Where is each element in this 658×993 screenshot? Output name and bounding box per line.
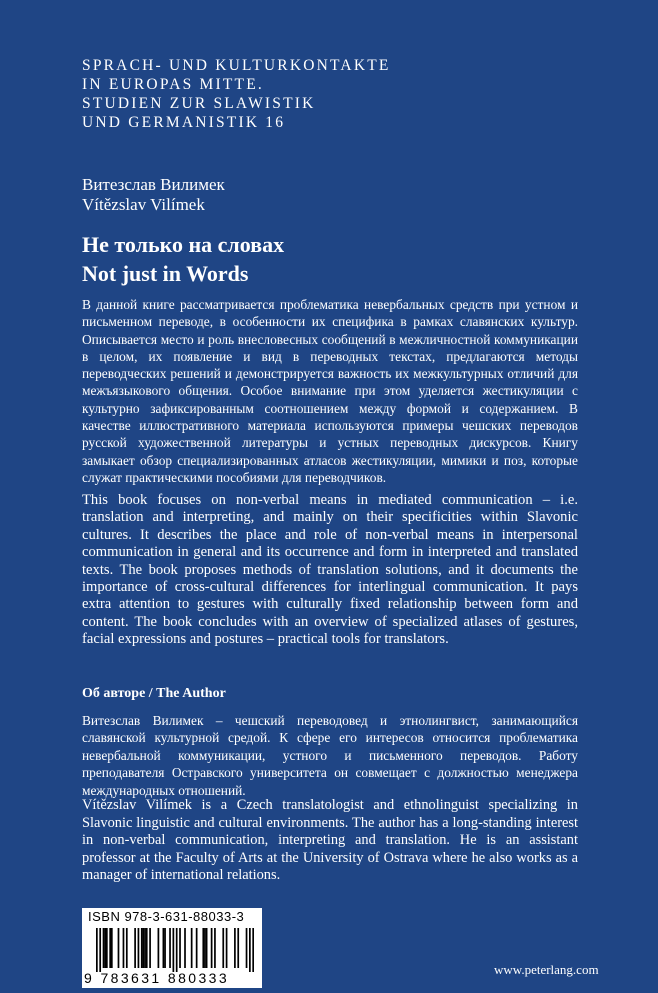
barcode-bar [111,928,113,968]
about-author-russian [82,712,578,799]
barcode-bar [123,928,125,968]
barcode-bar [196,928,198,968]
barcode-bar [106,928,108,968]
barcode-bar [249,928,251,972]
about-author-english-text: Vítězslav Vilímek is a Czech translatologist and ethnolinguist specializing in Slavonic linguistic and cultural environments. The author has a long-standing interest in non-verbal communication, interpreting and translation. He is an assistant professor at the Faculty of Arts at the University of Ostrava where he also works as a manager of international relations. [82,797,578,884]
barcode-bar [191,928,193,968]
barcode-bar [204,928,206,968]
barcode-bars [96,928,254,972]
barcode-bar [96,928,98,972]
publisher-url: www.peterlang.com [494,962,599,977]
series-line: STUDIEN ZUR SLAWISTIK [82,95,316,112]
author-name-cyrillic: Витезслав Вилимек [82,175,225,194]
title-english: Not just in Words [82,261,249,286]
barcode-bar [149,928,151,968]
barcode-bar [222,928,224,968]
series-title [82,56,391,132]
barcode-bar [141,928,143,968]
author-names [82,175,225,215]
barcode-bar [206,928,208,968]
barcode-bar [144,928,146,968]
barcode-bar [104,928,106,968]
description-russian-text: В данной книге рассматривается проблематика невербальных средств при устном и письменном переводе, в особенности их специфика в рамках славянских культур. Описывается место и роль внесловесных сообщений в межличностной коммуникации в целом, их появление и вид в переводных текстах, предлагаются методы переводческих решений и демонстрируется важность их межкультурных отличий для межъязыкового общения. Особое внимание при этом уделяется жестикуляции с культурно зафиксированным соотношением между формой и содержанием. В качестве иллюстративного материала используются примеры чешских переводов русской художественной литературы и устных переводных дискурсов. Книгу замыкает обзор специализированных атласов жестикуляции, мимики и поз, которые служат практическими пособиями для переводчиков. [82,297,578,485]
series-line: SPRACH- UND KULTURKONTAKTE [82,57,391,74]
title-russian: Не только на словах [82,232,285,257]
barcode-bar [143,928,145,968]
barcode-bar [138,928,140,968]
author-name-latin: Vítězslav Vilímek [82,195,205,214]
barcode-bar [173,928,175,972]
about-author-russian-text: Витезслав Вилимек – чешский переводовед и этнолингвист, занимающийся славянской культурной средой. К сфере его интересов относится проблематика невербальной коммуникации, устного и письменного переводов. Работу преподавателя Остравского университета он совмещает с должностью менеджера международных отношений. [82,713,578,798]
about-author-english [82,797,578,885]
barcode-bar [164,928,166,968]
barcode-bar [103,928,105,968]
barcode-bar [202,928,204,968]
barcode-bar [158,928,160,968]
barcode-bar [214,928,216,968]
description-english-text: This book focuses on non-verbal means in mediated communication – i.e. translation and interpreting, and mainly on their specificities within Slavonic cultures. It describes the place and role of non-verbal means in interpersonal communication in general and its occurrence and form in interpreted and translated texts. The book proposes methods of translation solutions, and it documents the importance of cross-cultural differences for interlingual communication. It pays extra attention to gestures with culturally fixed relationship between form and content. The book concludes with an overview of specialized atlases of gestures, facial expressions and postures – practical tools for translators. [82,492,578,648]
barcode-bar [169,928,171,968]
series-line: UND GERMANISTIK 16 [82,114,286,131]
barcode-bar [134,928,136,968]
description-english [82,492,578,649]
barcode-digits: 9 783631 880333 [84,970,229,986]
barcode-bar [118,928,120,968]
barcode-bar [109,928,111,968]
about-author-heading: Об авторе / The Author [82,686,226,701]
barcode-bar [226,928,228,968]
barcode-bar [179,928,181,968]
barcode-bar [252,928,254,972]
series-line: IN EUROPAS MITTE. [82,76,264,93]
barcode-bar [176,928,178,972]
barcode-bar [234,928,236,968]
barcode-bar [99,928,101,972]
description-russian [82,296,578,486]
barcode-bar [246,928,248,968]
barcode-bar [184,928,186,968]
barcode-bar [126,928,128,968]
barcode-box [82,908,262,988]
barcode-bar [146,928,148,968]
barcode-bar [211,928,213,968]
isbn-text: ISBN 978-3-631-88033-3 [88,909,245,924]
barcode-bar [163,928,165,968]
book-titles [82,230,284,288]
barcode-bar [237,928,239,968]
